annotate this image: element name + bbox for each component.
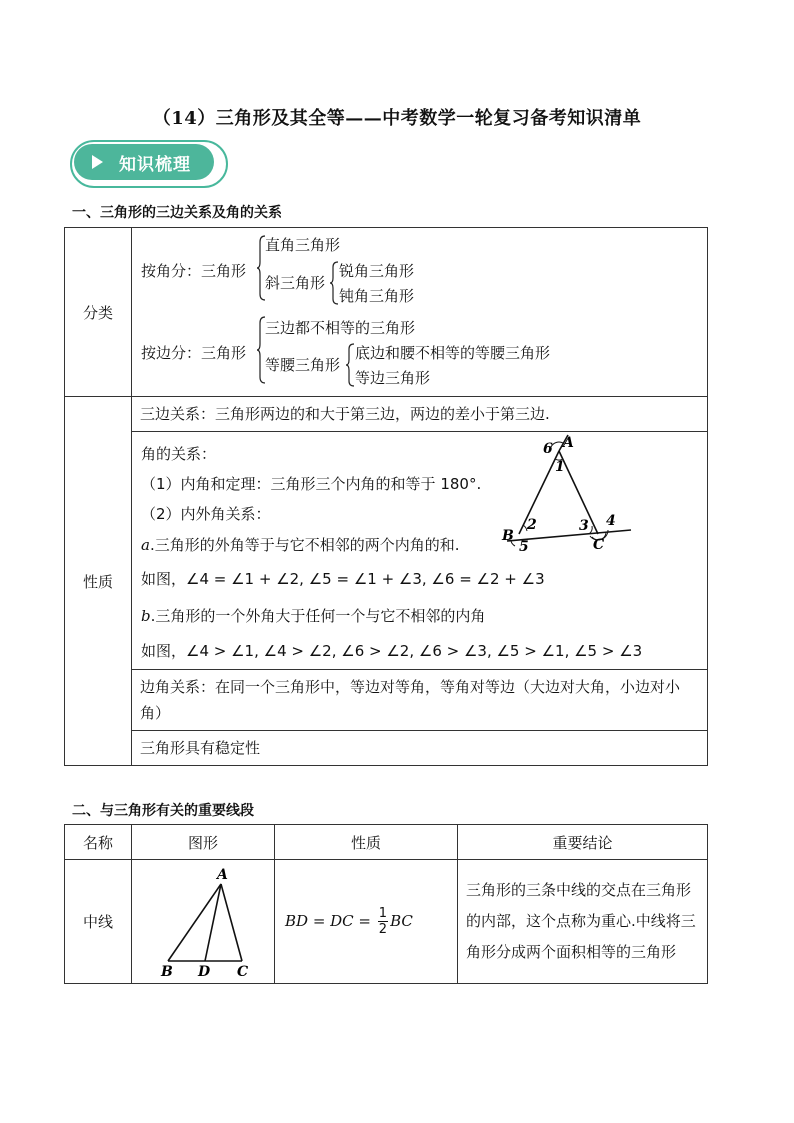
rule-a-text: .三角形的外角等于与它不相邻的两个内角的和. xyxy=(149,536,460,554)
fraction-numerator: 1 xyxy=(378,906,388,921)
section1-heading: 一、三角形的三边关系及角的关系 xyxy=(72,205,282,221)
isosceles-non-equilateral: 底边和腰不相等的等腰三角形 xyxy=(355,344,551,362)
vertex-b: B xyxy=(502,528,514,544)
fraction-half xyxy=(378,906,388,937)
angle-title: 角的关系： xyxy=(141,445,217,463)
fraction-denominator: 2 xyxy=(378,922,388,937)
rule-b-prefix: b xyxy=(141,607,151,625)
triangle-angle-figure xyxy=(497,433,637,555)
angle-4: 4 xyxy=(606,513,616,529)
isosceles-triangle: 等腰三角形 xyxy=(265,356,341,374)
vertex-b: B xyxy=(161,963,173,980)
classification-cell xyxy=(133,229,706,395)
angle-2: 2 xyxy=(527,517,537,533)
vertex-c: C xyxy=(593,537,605,553)
median-name: 中线 xyxy=(65,860,132,984)
median-figure-cell xyxy=(132,860,275,984)
rule-a xyxy=(141,534,460,555)
by-angle-label: 按角分：三角形 xyxy=(141,262,247,280)
header-property: 性质 xyxy=(275,825,458,860)
equilateral-triangle: 等边三角形 xyxy=(355,369,431,387)
vertex-c: C xyxy=(237,963,249,980)
median-property-left: BD = DC = xyxy=(285,912,371,930)
play-icon xyxy=(92,155,103,169)
angle-relation-cell xyxy=(133,433,706,668)
side-ab xyxy=(519,451,559,534)
properties-label: 性质 xyxy=(65,397,132,766)
section2-heading: 二、与三角形有关的重要线段 xyxy=(72,803,254,819)
median-conclusion: 三角形的三条中线的交点在三角形的内部，这个点称为重心.中线将三角形分成两个面积相等的三角形 xyxy=(458,860,708,984)
angle-3: 3 xyxy=(579,518,589,534)
stability: 三角形具有稳定性 xyxy=(132,731,708,766)
angle-5: 5 xyxy=(519,539,529,555)
rule-a-example: 如图，∠4 = ∠1 + ∠2, ∠5 = ∠1 + ∠3, ∠6 = ∠2 + ∠3 xyxy=(141,570,545,588)
median-property-right: BC xyxy=(390,912,413,930)
side-angle-relation: 边角关系：在同一个三角形中，等边对等角，等角对等边（大边对大角，小边对小角） xyxy=(132,670,708,731)
median-property xyxy=(275,860,458,984)
acute-triangle: 锐角三角形 xyxy=(339,262,415,280)
header-figure: 图形 xyxy=(132,825,275,860)
scalene-triangle: 三边都不相等的三角形 xyxy=(265,319,416,337)
vertex-d: D xyxy=(198,963,211,980)
header-conclusion: 重要结论 xyxy=(458,825,708,860)
section-badge xyxy=(70,140,228,190)
triangle-relations-table xyxy=(64,227,708,766)
rule-b-text: .三角形的一个外角大于任何一个与它不相邻的内角 xyxy=(150,607,486,625)
important-segments-table xyxy=(64,824,708,984)
angle-1: 1 xyxy=(555,459,565,475)
classification-label: 分类 xyxy=(65,228,132,397)
by-side-label: 按边分：三角形 xyxy=(141,344,247,362)
obtuse-triangle: 钝角三角形 xyxy=(339,287,415,305)
vertex-a: A xyxy=(563,435,574,451)
side-ac xyxy=(221,884,242,961)
rule-b-example: 如图，∠4 > ∠1, ∠4 > ∠2, ∠6 > ∠2, ∠6 > ∠3, ∠5 > ∠1, ∠5 > ∠3 xyxy=(141,642,643,660)
rule-a-prefix: a xyxy=(141,536,150,554)
median-figure xyxy=(148,862,258,978)
header-name: 名称 xyxy=(65,825,132,860)
oblique-brace xyxy=(329,261,339,305)
vertex-a: A xyxy=(217,866,228,883)
right-triangle: 直角三角形 xyxy=(265,236,341,254)
side-relation: 三边关系：三角形两边的和大于第三边，两边的差小于第三边. xyxy=(132,397,708,432)
oblique-triangle: 斜三角形 xyxy=(265,274,326,292)
rule-b xyxy=(141,605,485,626)
badge-label: 知识梳理 xyxy=(119,154,191,175)
isosceles-brace xyxy=(345,343,355,387)
page-title: （14）三角形及其全等——中考数学一轮复习备考知识清单 xyxy=(152,108,642,129)
angle-6: 6 xyxy=(543,441,553,457)
interior-exterior-title: （2）内外角关系： xyxy=(141,505,271,523)
angle-sum-theorem: （1）内角和定理：三角形三个内角的和等于 180°. xyxy=(141,475,482,493)
